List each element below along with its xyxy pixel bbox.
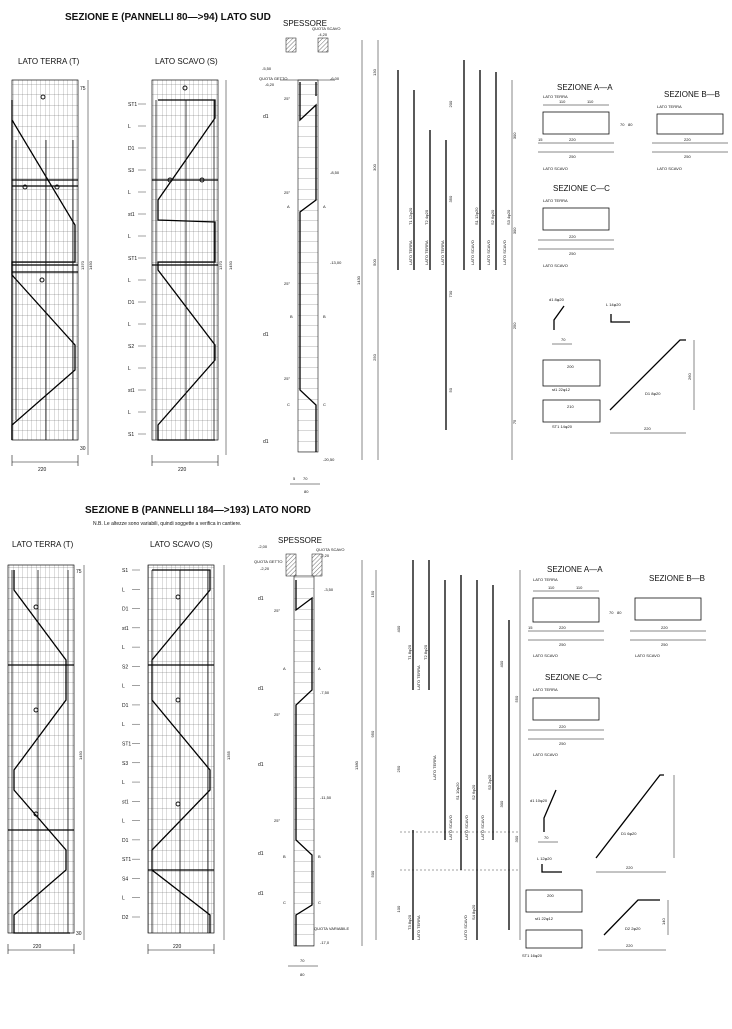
top-vdim-9: 250 [372, 354, 377, 361]
bottom-quota-variabile-label: QUOTA VARIABILE [314, 926, 350, 931]
bottom-scavo-markers [122, 568, 140, 921]
bottom-scavo-width: 220 [173, 944, 182, 950]
top-vdim-4: 350 [448, 195, 453, 203]
bottom-scavo-marker-1: L [122, 587, 125, 594]
bottom-spessore-section [254, 544, 362, 977]
top-sez-bb-terra: LATO TERRA [657, 104, 682, 109]
top-sez-aa-15: 15 [538, 137, 543, 142]
bottom-sez-cc-scavo: LATO SCAVO [533, 752, 558, 757]
top-scavo-marker-0: ST1 [128, 102, 138, 108]
bottom-spess-height-1380: 1380 [354, 761, 359, 770]
bottom-vdim-0: 150 [370, 590, 375, 598]
bottom-d1-mark-3: d1 [258, 762, 264, 768]
bottom-sez-aa-110b: 110 [576, 585, 583, 590]
bottom-bar-ls-1: LATO SCAVO [448, 815, 453, 840]
top-vdim-10: 50 [448, 388, 453, 393]
bottom-scavo-panel [122, 565, 231, 954]
bottom-sez-aa-80: 80 [617, 610, 622, 615]
bottom-spessore-label: SPESSORE [278, 536, 323, 545]
bottom-quota-getto-value: -2,20 [260, 566, 270, 571]
bottom-quota-getto-label: QUOTA GETTO [254, 559, 283, 564]
bottom-scavo-marker-18: D2 [122, 915, 129, 921]
bottom-d1-mark-5: d1 [258, 891, 264, 897]
top-scavo-marker-10: L [128, 322, 131, 328]
top-bar-ls-2: LATO SCAVO [486, 240, 491, 265]
bottom-vdim-3: 550 [514, 695, 519, 703]
top-scavo-marker-2: D1 [128, 146, 135, 152]
bottom-lato-scavo-label: LATO SCAVO (S) [150, 540, 213, 549]
bottom-angle-1: 25° [274, 608, 281, 613]
top-section [12, 12, 728, 494]
top-sez-cc-250: 250 [569, 251, 576, 256]
bottom-vdim-8: 500 [370, 870, 375, 878]
top-title: SEZIONE E (PANNELLI 80—>94) LATO SUD [65, 12, 271, 23]
top-bar-lt-2: LATO TERRA [424, 240, 429, 265]
top-scavo-markers [128, 102, 146, 438]
bottom-sez-bb: SEZIONE B—B [649, 574, 706, 583]
bottom-quota-top: -2,00 [258, 544, 268, 549]
bottom-scavo-marker-17: L [122, 895, 125, 902]
top-sec-b-right: B [323, 314, 326, 319]
bottom-terra-dim-75: 75 [76, 569, 82, 575]
top-vdim-1: 200 [448, 100, 453, 108]
bottom-sez-cc-220: 220 [559, 724, 566, 729]
top-level-1: -5,50 [262, 66, 272, 71]
top-bars [372, 40, 517, 460]
bottom-angle-3: 25° [274, 818, 281, 823]
top-scavo-marker-13: st1 [128, 388, 135, 394]
bottom-vdim-9: 100 [396, 905, 401, 913]
bottom-scavo-marker-10: S3 [122, 760, 129, 767]
bottom-scavo-marker-11: L [122, 780, 125, 787]
bottom-spess-dim-80: 80 [300, 972, 305, 977]
bottom-level-3: -11,50 [320, 795, 332, 800]
bottom-st1-label: st1 22φ12 [535, 916, 553, 921]
bottom-angle-2: 25° [274, 712, 281, 717]
top-sec-c-right: C [323, 402, 326, 407]
bottom-sez-bb-scavo: LATO SCAVO [635, 653, 660, 658]
bottom-bar-lt-2: LATO TERRA [432, 755, 437, 780]
top-terra-height-1370: 1370 [80, 261, 85, 270]
bottom-scavo-marker-8: L [122, 722, 125, 729]
top-sez-aa-220: 220 [569, 137, 576, 142]
bottom-sec-c-left: C [283, 900, 286, 905]
top-scavo-marker-12: L [128, 366, 131, 372]
top-d1-dim-70: 70 [561, 337, 566, 342]
bottom-sec-c-right: C [318, 900, 321, 905]
top-sez-aa-110a: 110 [559, 99, 566, 104]
top-D1-dim-260: 260 [687, 373, 692, 380]
top-sez-cc-scavo: LATO SCAVO [543, 263, 568, 268]
bottom-d1-mark-1: d1 [258, 596, 264, 602]
top-vdim-3: 300 [372, 164, 377, 171]
bottom-section [8, 505, 706, 977]
top-sez-bb: SEZIONE B—B [664, 90, 721, 99]
top-ST1-label: ST1 14φ20 [552, 424, 572, 429]
top-sez-aa: SEZIONE A—A [557, 83, 613, 92]
top-spess-dim-70: 70 [303, 476, 308, 481]
top-sez-bb-250: 250 [684, 154, 691, 159]
bottom-sez-cc-250: 250 [559, 741, 566, 746]
bottom-scavo-marker-0: S1 [122, 568, 129, 574]
bottom-D2-label: D2 2φ20 [625, 926, 641, 931]
top-quota-getto-label: QUOTA GETTO [259, 76, 288, 81]
top-sec-a-left: A [287, 204, 290, 209]
bottom-D2-dim-220: 220 [626, 943, 633, 948]
bottom-quota-scavo-label: QUOTA SCAVO [316, 547, 345, 552]
top-bar-s1: S1 12φ20 [474, 207, 479, 225]
bottom-bar-lt-3: LATO TERRA [416, 915, 421, 940]
bottom-sez-aa-220: 220 [559, 625, 566, 630]
bottom-sec-b-right: B [318, 854, 321, 859]
top-sec-c-left: C [287, 402, 290, 407]
bottom-sez-cc-terra: LATO TERRA [533, 687, 558, 692]
top-vdim-6: 500 [372, 259, 377, 266]
top-lato-scavo-label: LATO SCAVO (S) [155, 57, 218, 66]
bottom-bar-t1: T1 8φ20 [407, 644, 412, 660]
bottom-sec-b-left: B [283, 854, 286, 859]
top-terra-dim-75: 75 [80, 86, 86, 92]
bottom-d1-dim-70: 70 [544, 835, 549, 840]
top-level-5: -20,50 [323, 457, 335, 462]
top-quota-scavo-label: QUOTA SCAVO [312, 26, 341, 31]
bottom-sez-aa: SEZIONE A—A [547, 565, 603, 574]
bottom-scavo-height-1355: 1355 [226, 751, 231, 760]
top-bar-ls-3: LATO SCAVO [502, 240, 507, 265]
bottom-sez-aa-70: 70 [609, 610, 614, 615]
top-d1-mark-3: d1 [263, 439, 269, 445]
top-sez-bb-scavo: LATO SCAVO [657, 166, 682, 171]
bottom-level-2: -7,50 [320, 690, 330, 695]
bottom-bar-s3: S3 2φ20 [487, 774, 492, 790]
bottom-note: N.B. Le altezze sono variabili, quindi soggette a verifica in cantiere. [93, 521, 242, 527]
bottom-sec-a-left: A [283, 666, 286, 671]
top-scavo-marker-3: S3 [128, 168, 135, 174]
top-sez-aa-scavo: LATO SCAVO [543, 166, 568, 171]
top-cross-sections [538, 83, 728, 268]
bottom-bar-ls-2: LATO SCAVO [464, 815, 469, 840]
bottom-vdim-4: 950 [370, 730, 375, 738]
top-sez-bb-220: 220 [684, 137, 691, 142]
bottom-scavo-marker-14: D1 [122, 837, 129, 844]
top-angle-1: 25° [284, 96, 291, 101]
bottom-bar-s4: S4 8φ20 [471, 904, 476, 920]
bottom-vdim-1: 400 [396, 625, 401, 633]
bottom-title: SEZIONE B (PANNELLI 184—>193) LATO NORD [85, 505, 311, 516]
top-bar-ls-1: LATO SCAVO [470, 240, 475, 265]
top-vdim-7: 730 [448, 290, 453, 298]
top-scavo-marker-6: L [128, 234, 131, 240]
top-sez-cc: SEZIONE C—C [553, 184, 610, 193]
top-quota-scavo-value: -4,20 [318, 32, 328, 37]
top-angle-2: 25° [284, 190, 291, 195]
top-st1-dim-200: 200 [567, 364, 574, 369]
bottom-spess-dim-70: 70 [300, 958, 305, 963]
bottom-bar-t3: T3 8φ20 [407, 914, 412, 930]
top-angle-3: 25° [284, 281, 291, 286]
top-scavo-marker-14: L [128, 410, 131, 416]
bottom-scavo-marker-15: ST1 [122, 857, 132, 864]
bottom-scavo-marker-13: L [122, 818, 125, 825]
top-sec-a-right: A [323, 204, 326, 209]
top-angle-4: 25° [284, 376, 291, 381]
bottom-bar-ls-3: LATO SCAVO [480, 815, 485, 840]
bottom-D1-dim-220: 220 [626, 865, 633, 870]
bottom-scavo-marker-3: st1 [122, 625, 129, 632]
top-bar-s2: S2 6φ20 [490, 209, 495, 225]
bottom-scavo-marker-9: ST1 [122, 741, 132, 748]
top-spessore-label: SPESSORE [283, 19, 328, 28]
bottom-d1-label: d1 10φ20 [530, 798, 548, 803]
top-scavo-marker-8: L [128, 278, 131, 284]
top-l-label: L 14φ20 [606, 302, 621, 307]
top-bar-t1: T1 12φ20 [408, 207, 413, 225]
bottom-sez-aa-15: 15 [528, 625, 533, 630]
top-sez-aa-110b: 110 [587, 99, 594, 104]
top-D1-label: D1 8φ20 [645, 391, 661, 396]
bottom-vdim-2: 400 [499, 660, 504, 668]
bottom-bar-lt-1: LATO TERRA [416, 665, 421, 690]
top-spess-height-1430: 1430 [356, 276, 361, 285]
top-level-3: -8,50 [330, 170, 340, 175]
top-scavo-width: 220 [178, 467, 187, 473]
bottom-D1-label: D1 6φ20 [621, 831, 637, 836]
bottom-sez-aa-110a: 110 [548, 585, 555, 590]
top-scavo-marker-11: S2 [128, 344, 135, 350]
top-scavo-height-1450: 1450 [228, 261, 233, 270]
top-sez-aa-terra: LATO TERRA [543, 94, 568, 99]
top-scavo-marker-9: D1 [128, 300, 135, 306]
top-scavo-panel [128, 80, 233, 473]
bottom-d1-mark-2: d1 [258, 686, 264, 692]
top-ST1-dim-210: 210 [567, 404, 574, 409]
top-scavo-marker-4: L [128, 190, 131, 196]
top-sez-cc-220: 220 [569, 234, 576, 239]
bottom-scavo-marker-16: S4 [122, 876, 129, 883]
bottom-st1-dim-200: 200 [547, 893, 554, 898]
bottom-d1-mark-4: d1 [258, 851, 264, 857]
bottom-bar-t2: T2 8φ20 [423, 644, 428, 660]
top-spess-dim-80: 80 [304, 489, 309, 494]
top-D1-dim-220: 220 [644, 426, 651, 431]
bottom-l-label: L 12φ20 [537, 856, 552, 861]
bottom-sez-aa-terra: LATO TERRA [533, 577, 558, 582]
bottom-bar-shapes [522, 775, 674, 958]
top-level-2: -6,00 [330, 76, 340, 81]
top-st1-label: st1 22φ12 [552, 387, 570, 392]
top-bar-t2: T2 4φ20 [424, 209, 429, 225]
top-sec-b-left: B [290, 314, 293, 319]
bottom-terra-panel [8, 565, 84, 954]
top-scavo-height-1370: 1370 [218, 261, 223, 270]
top-bar-s3: S3 4φ20 [506, 209, 511, 225]
top-vdim-5: 300 [512, 227, 517, 235]
bottom-quota-scavo-value: -2,20 [320, 553, 330, 558]
bottom-vdim-7: 300 [514, 835, 519, 843]
bottom-bars [370, 560, 520, 940]
bottom-terra-height-1450: 1450 [78, 751, 83, 760]
top-bar-lt-3: LATO TERRA [440, 240, 445, 265]
top-bar-lt-1: LATO TERRA [408, 240, 413, 265]
top-scavo-marker-5: st1 [128, 212, 135, 218]
top-terra-height-1450: 1450 [88, 261, 93, 270]
top-level-4: -13,00 [330, 260, 342, 265]
top-scavo-marker-15: S1 [128, 432, 135, 438]
top-quota-getto-value: -6,20 [265, 82, 275, 87]
top-spessore-section [259, 26, 362, 494]
bottom-ST1-label: ST1 16φ20 [522, 953, 542, 958]
top-sez-aa-250: 250 [569, 154, 576, 159]
top-vdim-11: 75 [512, 419, 517, 425]
bottom-bar-ls-4: LATO SCAVO [463, 915, 468, 940]
top-scavo-marker-7: ST1 [128, 256, 138, 262]
bottom-sez-bb-250: 250 [661, 642, 668, 647]
bottom-vdim-5: 250 [396, 765, 401, 773]
top-scavo-marker-1: L [128, 124, 131, 130]
bottom-bar-s2: S2 6φ20 [471, 784, 476, 800]
top-sez-aa-70: 70 [620, 122, 625, 127]
bottom-scavo-marker-6: L [122, 683, 125, 690]
bottom-scavo-marker-2: D1 [122, 606, 129, 613]
bottom-sez-bb-220: 220 [661, 625, 668, 630]
top-terra-width: 220 [38, 467, 47, 473]
bottom-scavo-marker-7: D1 [122, 702, 129, 709]
bottom-scavo-marker-12: st1 [122, 799, 129, 806]
top-bar-shapes [543, 297, 694, 433]
top-d1-label: d1 8φ20 [549, 297, 564, 302]
top-lato-terra-label: LATO TERRA (T) [18, 57, 80, 66]
bottom-lato-terra-label: LATO TERRA (T) [12, 540, 74, 549]
bottom-scavo-marker-4: L [122, 645, 125, 652]
top-vdim-0: 130 [372, 69, 377, 76]
bottom-sez-aa-scavo: LATO SCAVO [533, 653, 558, 658]
bottom-terra-dim-30: 30 [76, 931, 82, 937]
bottom-sez-aa-250: 250 [559, 642, 566, 647]
bottom-quota-variabile-value: -17,0 [320, 940, 330, 945]
bottom-scavo-marker-5: S2 [122, 664, 129, 671]
top-spess-dim-5: 5 [293, 476, 296, 481]
top-sez-cc-terra: LATO TERRA [543, 198, 568, 203]
bottom-bar-s1: S1 10φ20 [455, 782, 460, 800]
top-d1-mark-1: d1 [263, 114, 269, 120]
bottom-sez-cc: SEZIONE C—C [545, 673, 602, 682]
bottom-level-1: -3,50 [324, 587, 334, 592]
bottom-sec-a-right: A [318, 666, 321, 671]
bottom-terra-width: 220 [33, 944, 42, 950]
top-d1-mark-2: d1 [263, 332, 269, 338]
top-terra-panel [12, 80, 93, 473]
top-sez-aa-80: 80 [628, 122, 633, 127]
bottom-D2-dim-140: 140 [661, 918, 666, 925]
bottom-vdim-6: 300 [499, 800, 504, 808]
top-vdim-2: 300 [512, 132, 517, 140]
top-vdim-8: 250 [512, 322, 517, 330]
bottom-cross-sections [528, 565, 706, 757]
top-terra-dim-30: 30 [80, 446, 86, 452]
